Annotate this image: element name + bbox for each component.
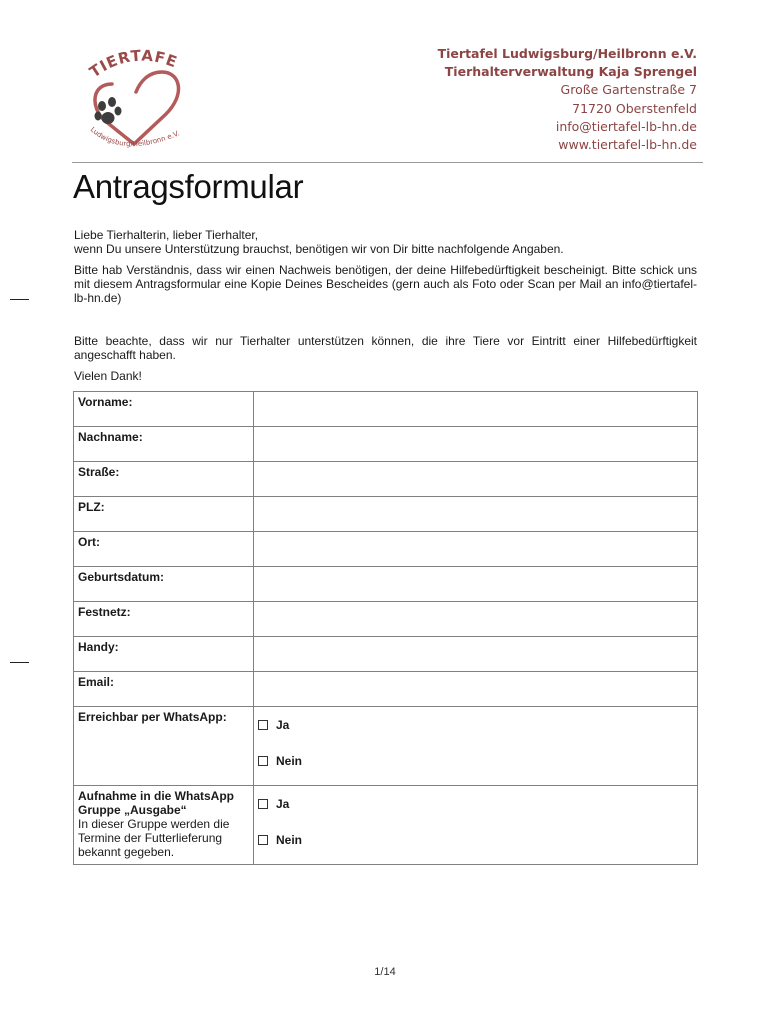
whatsapp-yes-option[interactable] bbox=[258, 718, 693, 732]
email-field[interactable] bbox=[254, 672, 698, 707]
first-name-field[interactable] bbox=[254, 392, 698, 427]
proof-paragraph: Bitte hab Verständnis, dass wir einen Nachweis benötigen, der deine Hilfebedürftigkeit bescheinigt. Bitte schick uns mit diesem Antragsformular eine Kopie Deines Bescheides (gern auch als Foto oder Scan per Mail an info@tiertafel-lb-hn.de) bbox=[74, 263, 697, 306]
field-label bbox=[74, 672, 254, 707]
page-number: 1/14 bbox=[374, 966, 396, 978]
field-label bbox=[74, 427, 254, 462]
contact-email[interactable]: info@tiertafel-lb-hn.de bbox=[555, 118, 697, 134]
last-name-field[interactable] bbox=[254, 427, 698, 462]
thanks-text: Vielen Dank! bbox=[74, 369, 142, 383]
city-address: 71720 Oberstenfeld bbox=[572, 100, 697, 116]
form-row bbox=[74, 602, 698, 637]
checkbox-icon[interactable] bbox=[258, 835, 268, 845]
header-divider bbox=[72, 162, 703, 163]
form-row bbox=[74, 672, 698, 707]
svg-text:TIERTAFEL bbox=[82, 44, 180, 81]
svg-text:Ludwigsburg/Heilbronn e.V. bbox=[89, 126, 181, 149]
street-field[interactable] bbox=[254, 462, 698, 497]
whatsapp-no-label: Nein bbox=[276, 754, 303, 768]
checkbox-icon[interactable] bbox=[258, 756, 268, 766]
field-label bbox=[74, 602, 254, 637]
tiertafel-logo bbox=[82, 44, 194, 156]
heart-icon bbox=[95, 72, 179, 144]
label-first-name: Vorname: bbox=[78, 395, 133, 409]
greeting-text bbox=[74, 228, 697, 256]
birthdate-field[interactable] bbox=[254, 567, 698, 602]
form-row bbox=[74, 532, 698, 567]
checkbox-icon[interactable] bbox=[258, 799, 268, 809]
field-label bbox=[74, 497, 254, 532]
website-link[interactable]: www.tiertafel-lb-hn.de bbox=[558, 137, 697, 153]
org-name: Tiertafel Ludwigsburg/Heilbronn e.V. bbox=[437, 46, 697, 61]
punch-mark bbox=[10, 662, 29, 663]
logo-subline: Ludwigsburg/Heilbronn e.V. bbox=[88, 125, 181, 149]
label-email: Email: bbox=[78, 675, 115, 689]
application-form bbox=[73, 391, 698, 865]
city-field[interactable] bbox=[254, 532, 698, 567]
field-label bbox=[74, 707, 254, 786]
field-label bbox=[74, 786, 254, 865]
label-whatsapp: Erreichbar per WhatsApp: bbox=[78, 710, 227, 724]
form-row bbox=[74, 462, 698, 497]
group-yes-label: Ja bbox=[276, 797, 290, 811]
eligibility-paragraph: Bitte beachte, dass wir nur Tierhalter unterstützen können, die ihre Tiere vor Eintritt einer Hilfebedürftigkeit angeschafft haben. bbox=[74, 334, 697, 363]
whatsapp-yes-label: Ja bbox=[276, 718, 290, 732]
street-address: Große Gartenstraße 7 bbox=[560, 82, 697, 98]
group-note: In dieser Gruppe werden die Termine der Futterlieferung bekannt gegeben. bbox=[78, 817, 230, 859]
checkbox-icon[interactable] bbox=[258, 720, 268, 730]
form-row bbox=[74, 392, 698, 427]
whatsapp-options bbox=[254, 707, 698, 786]
page-title: Antragsformular bbox=[73, 168, 304, 205]
field-label bbox=[74, 532, 254, 567]
department: Tierhalterverwaltung Kaja Sprengel bbox=[444, 64, 697, 80]
label-mobile: Handy: bbox=[78, 640, 119, 654]
fold-mark bbox=[10, 299, 29, 300]
greeting-line: Liebe Tierhalterin, lieber Tierhalter, bbox=[74, 228, 259, 242]
letterhead bbox=[438, 45, 697, 154]
group-no-option[interactable] bbox=[258, 833, 693, 847]
label-landline: Festnetz: bbox=[78, 605, 131, 619]
whatsapp-no-option[interactable] bbox=[258, 754, 693, 768]
zip-field[interactable] bbox=[254, 497, 698, 532]
label-last-name: Nachname: bbox=[78, 430, 143, 444]
group-options bbox=[254, 786, 698, 865]
form-row bbox=[74, 497, 698, 532]
label-street: Straße: bbox=[78, 465, 120, 479]
label-city: Ort: bbox=[78, 535, 100, 549]
label-birthdate: Geburtsdatum: bbox=[78, 570, 165, 584]
field-label bbox=[74, 462, 254, 497]
mobile-field[interactable] bbox=[254, 637, 698, 672]
landline-field[interactable] bbox=[254, 602, 698, 637]
whatsapp-row bbox=[74, 707, 698, 786]
group-yes-option[interactable] bbox=[258, 797, 693, 811]
group-no-label: Nein bbox=[276, 833, 303, 847]
field-label bbox=[74, 567, 254, 602]
form-row bbox=[74, 427, 698, 462]
form-row bbox=[74, 567, 698, 602]
request-line: wenn Du unsere Unterstützung brauchst, benötigen wir von Dir bitte nachfolgende Angaben. bbox=[74, 242, 564, 257]
form-row bbox=[74, 637, 698, 672]
field-label bbox=[74, 392, 254, 427]
logo-title: TIERTAFE bbox=[86, 46, 181, 82]
label-zip: PLZ: bbox=[78, 500, 105, 514]
field-label bbox=[74, 637, 254, 672]
label-whatsapp-group: Aufnahme in die WhatsApp Gruppe „Ausgabe“ bbox=[78, 789, 234, 817]
whatsapp-group-row bbox=[74, 786, 698, 865]
